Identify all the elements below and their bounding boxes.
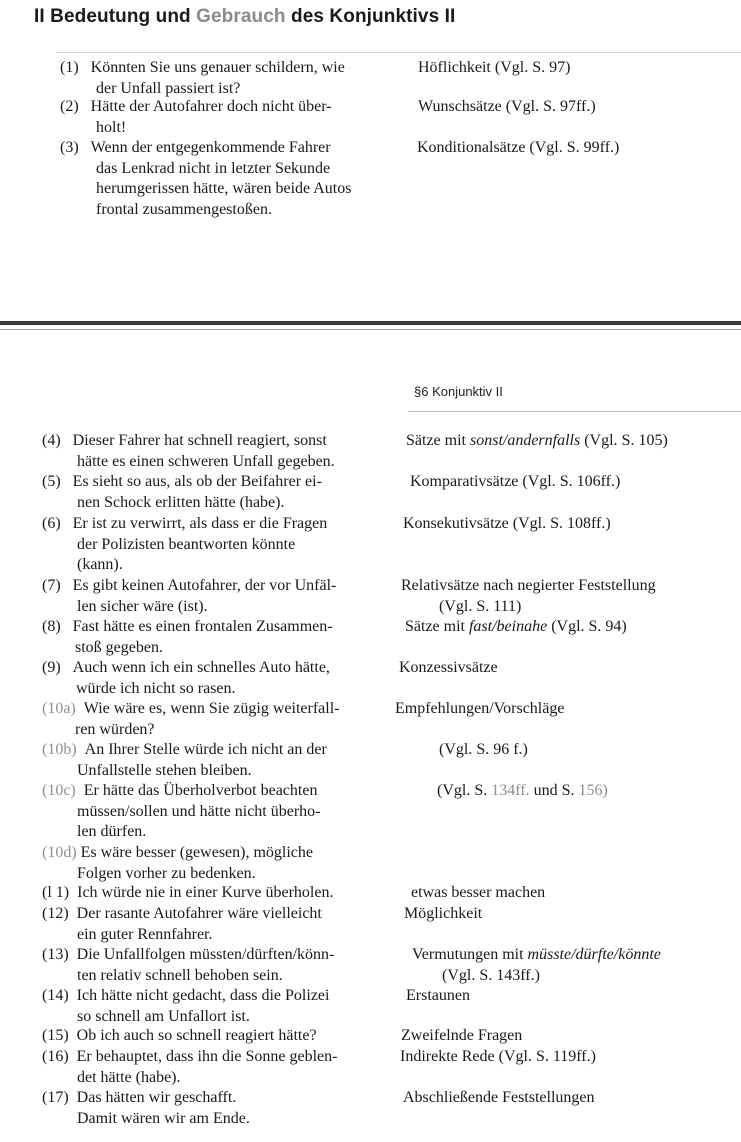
page-ref: (Vgl. S. [437,782,488,799]
page-ref: (Vgl. S. 119ff.) [498,1048,596,1065]
example-text: Damit wären wir am Ende. [77,1109,250,1127]
example-15 [42,1026,317,1047]
example-text: Es gibt keinen Autofahrer, der vor Unfäl- [72,577,337,594]
example-14 [42,986,329,1027]
category-label: Indirekte Rede [400,1048,495,1065]
example-text: holt! [96,118,127,136]
category-label-italic: müsste/dürfte/könnte [527,946,661,963]
example-text: Er behauptet, dass ihn die Sonne geblen- [76,1048,338,1065]
example-12 [42,904,322,945]
example-text: len sicher wäre (ist). [77,597,208,615]
category-label: Möglichkeit [404,905,483,922]
page-ref: 156) [578,782,608,799]
title-part: II Bedeutung und [34,6,197,27]
example-number: (l 1) [42,884,70,901]
example-number: (6) [42,515,61,532]
example-text: len dürfen. [77,823,147,840]
example-text: Er hätte das Überholverbot beachten [83,782,318,799]
example-text: det hätte (habe). [77,1068,181,1086]
example-text: Ich hätte nicht gedacht, dass die Polizei [76,987,330,1004]
page-ref: (Vgl. S. 99ff.) [529,139,620,156]
page-ref: (Vgl. S. 143ff.) [442,966,540,984]
example-text: ren würden? [75,720,155,738]
category-label: Erstaunen [406,987,470,1004]
category-8 [405,617,627,638]
example-number: (17) [42,1089,69,1106]
page-ref: (Vgl. S. 97ff.) [505,98,596,115]
divider [408,411,741,412]
example-number: (2) [60,98,79,115]
example-number: (10c) [42,782,76,799]
example-text: nen Schock erlitten hätte (habe). [77,493,285,511]
example-text: Dieser Fahrer hat schnell reagiert, sonst [72,432,327,449]
divider [56,52,741,53]
example-number: (4) [42,432,61,449]
category-14 [406,986,470,1007]
page-ref: 134ff. [491,782,530,799]
page-ref: und S. [533,782,575,799]
category-16 [400,1047,596,1068]
example-text: stoß gegeben. [75,638,163,656]
category-6 [403,514,611,535]
example-text: Auch wenn ich ein schnelles Auto hätte, [72,659,330,676]
category-label: Konditionalsätze [417,139,526,156]
example-text: Könnten Sie uns genauer schildern, wie [90,59,345,76]
example-text: Fast hätte es einen frontalen Zusammen- [72,618,333,635]
example-text: An Ihrer Stelle würde ich nicht an der [84,741,327,758]
example-text: frontal zusammengestoßen. [96,200,272,218]
category-label: Höflichkeit [418,59,491,76]
example-text: Das hätten wir geschafft. [76,1089,237,1106]
example-5 [42,472,322,513]
example-number: (9) [42,659,61,676]
title-part: des Konjunktivs II [285,6,456,27]
example-text: Er ist zu verwirrt, als dass er die Fragen [72,515,328,532]
example-number: (10a) [42,700,76,717]
category-label: Sätze mit [406,432,470,449]
example-number: (12) [42,905,69,922]
category-7 [401,576,656,617]
example-text: so schnell am Unfallort ist. [77,1007,250,1025]
example-number: (10d) [42,844,77,861]
example-2 [60,97,332,138]
example-3 [60,138,351,220]
category-label: Abschließende Feststellungen [403,1089,595,1106]
page-ref: (Vgl. S. 105) [584,432,668,449]
page-break-thick-rule [0,321,741,325]
page-title [34,6,455,28]
example-text: Es sieht so aus, als ob der Beifahrer ei- [72,473,322,490]
example-text: hätte es einen schweren Unfall gegeben. [77,452,335,470]
example-text: Hätte der Autofahrer doch nicht über- [90,98,332,115]
example-6 [42,514,327,576]
example-text: Unfallstelle stehen bleiben. [77,761,252,779]
example-10a [42,699,339,740]
example-text: ein guter Rennfahrer. [77,925,213,943]
category-label: Komparativsätze [410,473,519,490]
page-ref: (Vgl. S. 108ff.) [512,515,611,532]
category-label: Empfehlungen/Vorschläge [395,700,565,717]
category-12 [404,904,482,925]
example-number: (10b) [42,741,77,758]
page-ref: (Vgl. S. 96 f.) [439,741,528,758]
page-break-thin-rule [0,329,741,330]
example-10c [42,781,321,843]
example-4 [42,431,335,472]
example-text: Wenn der entgegenkommende Fahrer [90,139,331,156]
example-8 [42,617,333,658]
example-10b [42,740,327,781]
category-label: Konzessivsätze [399,659,498,676]
category-3 [417,138,619,159]
category-13 [412,945,661,986]
category-1 [418,58,570,79]
category-label: Relativsätze nach negierter Feststellung [401,577,656,594]
example-text: ten relativ schnell behoben sein. [77,966,283,984]
example-text: Der rasante Autofahrer wäre vielleicht [76,905,322,922]
example-text: Folgen vorher zu bedenken. [77,864,256,882]
example-7 [42,576,336,617]
category-label-italic: sonst/andernfalls [469,432,581,449]
category-label-italic: fast/beinahe [468,618,548,635]
category-11 [411,883,545,904]
example-number: (5) [42,473,61,490]
example-13 [42,945,334,986]
example-number: (1) [60,59,79,76]
example-9 [42,658,330,699]
example-10d [42,843,313,884]
example-text: Wie wäre es, wenn Sie zügig weiterfall- [83,700,340,717]
category-15 [401,1026,522,1047]
category-label: Zweifelnde Fragen [401,1027,523,1044]
example-number: (8) [42,618,61,635]
example-text: (kann). [77,556,123,573]
page-ref: (Vgl. S. 97) [494,59,571,76]
example-16 [42,1047,337,1088]
category-label: Vermutungen mit [412,946,528,963]
example-text: Ob ich auch so schnell reagiert hätte? [76,1027,317,1044]
example-text: der Unfall passiert ist? [96,79,241,97]
example-text: herumgerissen hätte, wären beide Autos [96,180,352,197]
page-ref: (Vgl. S. 111) [439,597,522,615]
example-text: das Lenkrad nicht in letzter Sekunde [96,159,331,177]
example-1 [60,58,345,99]
category-10b [439,740,528,761]
page-ref: (Vgl. S. 94) [551,618,627,635]
section-header: §6 Konjunktiv II [414,384,503,399]
example-17 [42,1088,250,1129]
category-label: etwas besser machen [411,884,546,901]
category-label: Wunschsätze [418,98,502,115]
example-text: der Polizisten beantworten könnte [77,535,296,553]
category-10a [395,699,564,720]
example-text: Ich würde nie in einer Kurve überholen. [77,884,334,901]
example-number: (3) [60,139,79,156]
example-text: Es wäre besser (gewesen), mögliche [80,844,314,861]
category-9 [399,658,498,679]
page-ref: (Vgl. S. 106ff.) [522,473,621,490]
category-2 [418,97,596,118]
category-label: Konsekutivsätze [403,515,509,532]
example-number: (14) [42,987,69,1004]
example-number: (7) [42,577,61,594]
category-label: Sätze mit [405,618,469,635]
example-number: (15) [42,1027,69,1044]
example-text: würde ich nicht so rasen. [76,679,236,697]
example-number: (16) [42,1048,69,1065]
category-17 [403,1088,595,1109]
example-text: müssen/sollen und hätte nicht überho- [77,802,321,820]
example-11 [42,883,333,904]
example-text: Die Unfallfolgen müssten/dürften/könn- [76,946,335,963]
category-5 [410,472,620,493]
example-number: (13) [42,946,69,963]
category-4 [406,431,668,452]
category-10c [437,781,608,802]
title-faded-part: Gebrauch [196,6,286,27]
